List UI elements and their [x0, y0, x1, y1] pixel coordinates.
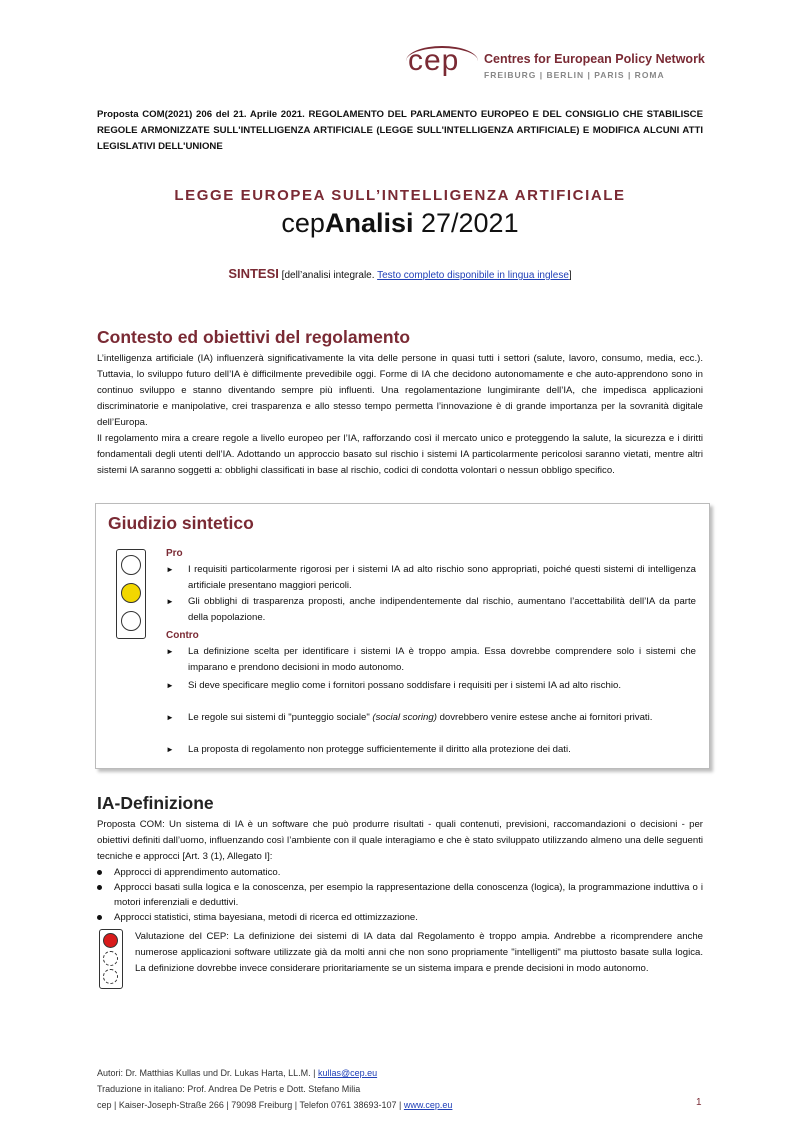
judgment-heading: Giudizio sintetico	[108, 513, 254, 533]
contro-item: ► La definizione scelta per identificare i sistemi IA è troppo ampia. Essa dovrebbe comprendere solo i sistemi che imparano e prendono decisioni in modo autonomo.	[166, 646, 696, 673]
light-bottom	[121, 611, 141, 631]
cep-logo	[408, 44, 748, 88]
contro-item: ► Si deve specificare meglio come i fornitori possano soddisfare i requisiti per i sistemi IA ad alto rischio.	[166, 678, 696, 694]
contro-label: Contro	[166, 630, 199, 641]
footer-translation: Traduzione in italiano: Prof. Andrea De Petris e Dott. Stefano Milia	[97, 1084, 361, 1094]
full-text-link[interactable]: Testo completo disponibile in lingua inglese	[377, 270, 569, 281]
footer	[97, 1065, 703, 1113]
definition-heading: IA-Definizione	[97, 793, 214, 813]
bullet-icon	[97, 885, 102, 890]
pro-item: ► I requisiti particolarmente rigorosi per i sistemi IA ad alto rischio sono appropriati, poiché questi sistemi di intelligenza artificiale presentano maggiori pericoli.	[166, 564, 696, 591]
sintesi-line	[0, 266, 800, 281]
cep-evaluation: Valutazione del CEP: La definizione dei sistemi di IA data dal Regolamento è troppo ampia. Andrebbe a ricomprendere anche numerose applicazioni software utilizzate già da molti anni che non sono propriamente "intelligenti" ma piuttosto basate sulla logica. La definizione dovrebbe invece considerare prioritariamente se un sistema impara e prende decisioni in modo autonomo.	[135, 931, 703, 974]
bullet-icon	[97, 870, 102, 875]
traffic-light-yellow-icon	[116, 549, 146, 639]
subtitle-number: 27/2021	[413, 208, 519, 238]
arrow-icon: ►	[166, 681, 174, 690]
pro-label: Pro	[166, 548, 183, 559]
judgment-box	[95, 503, 710, 769]
light-middle-on	[121, 583, 141, 603]
list-item: Approcci statistici, stima bayesiana, metodi di ricerca ed ottimizzazione.	[97, 910, 703, 925]
light-bottom	[103, 969, 118, 984]
arrow-icon: ►	[166, 565, 174, 574]
logo-name: Centres for European Policy Network	[484, 52, 705, 66]
traffic-light-red-icon	[99, 929, 123, 989]
document-title: LEGGE EUROPEA SULL’INTELLIGENZA ARTIFICIALE	[174, 187, 626, 204]
bullet-icon	[97, 915, 102, 920]
footer-address: cep | Kaiser-Joseph-Straße 266 | 79098 Freiburg | Telefon 0761 38693-107 | www.cep.eu	[97, 1100, 453, 1110]
arrow-icon: ►	[166, 713, 174, 722]
arrow-icon: ►	[166, 647, 174, 656]
contro-item: ► Le regole sui sistemi di "punteggio sociale" (social scoring) dovrebbero venire estese anche ai fornitori privati.	[166, 710, 696, 726]
logo-cities: FREIBURG | BERLIN | PARIS | ROMA	[484, 70, 665, 80]
subtitle-prefix: cep	[281, 208, 325, 238]
context-paragraph-1: L’intelligenza artificiale (IA) influenzerà significativamente la vita delle persone in quasi tutti i settori (salute, lavoro, consumo, media, ecc.). Tuttavia, lo sviluppo futuro dell’IA è difficilmente prevedibile oggi. Forme di IA che decidono autonomamente e che auto-apprendono sono in continuo sviluppo e stanno diventando sempre più influenti. Una regolamentazione lungimirante dell’IA, che impedisca applicazioni discriminatorie e manipolative, crei trasparenza e allo stesso tempo permetta l’innovazione è di grande importanza per la sovranità digitale dell’Europa.	[97, 353, 703, 428]
logo-mark: cep	[408, 44, 460, 77]
definition-list	[97, 865, 703, 925]
contro-item: ► La proposta di regolamento non protegge sufficientemente il diritto alla protezione dei dati.	[166, 742, 696, 758]
subtitle-bold: Analisi	[324, 208, 414, 238]
list-item: Approcci di apprendimento automatico.	[97, 865, 703, 880]
arrow-icon: ►	[166, 597, 174, 606]
footer-authors: Autori: Dr. Matthias Kullas und Dr. Lukas Harta, LL.M. | kullas@cep.eu	[97, 1068, 378, 1078]
page-number: 1	[696, 1097, 702, 1108]
pro-item: ► Gli obblighi di trasparenza proposti, anche indipendentemente dal rischio, aumentano l’accettabilità dell’IA da parte della popolazione.	[166, 596, 696, 623]
list-item: Approcci basati sulla logica e la conoscenza, per esempio la rappresentazione della conoscenza (logica), la programmazione induttiva o i motori inferenziali e deduttivi.	[97, 880, 703, 910]
author-email-link[interactable]: kullas@cep.eu	[317, 1068, 378, 1078]
context-heading: Contesto ed obiettivi del regolamento	[97, 327, 411, 347]
light-middle	[103, 951, 118, 966]
arrow-icon: ►	[166, 745, 174, 754]
light-top	[121, 555, 141, 575]
light-top-on	[103, 933, 118, 948]
proposal-reference: Proposta COM(2021) 206 del 21. Aprile 2021. REGOLAMENTO DEL PARLAMENTO EUROPEO E DEL CONSIGLIO CHE STABILISCE REGOLE ARMONIZZATE SULL'INTELLIGENZA ARTIFICIALE (LEGGE SULL'INTELLIGENZA ARTIFICIALE) E MODIFICA ALCUNI ATTI LEGISLATIVI DELL'UNIONE	[97, 109, 703, 152]
sintesi-close: ]	[568, 270, 572, 281]
website-link[interactable]: www.cep.eu	[403, 1100, 453, 1110]
document-subtitle	[0, 208, 800, 239]
definition-intro: Proposta COM: Un sistema di IA è un software che può produrre risultati - quali contenuti, previsioni, raccomandazioni o decisioni - per obiettivi definiti dall’uomo, influenzando così l’ambiente con il quale interagiamo e che è stato sviluppato utilizzando almeno una delle seguenti tecniche e approcci [Art. 3 (1), Allegato I]:	[97, 819, 703, 862]
context-paragraph-2: Il regolamento mira a creare regole a livello europeo per l’IA, rafforzando così il mercato unico e proteggendo la salute, la sicurezza e i diritti fondamentali degli utenti dell’IA. Adottando un approccio basato sul rischio i sistemi IA particolarmente pericolosi saranno vietati, mentre altri sistemi IA saranno soggetti a: obblighi classificati in base al rischio, codici di condotta volontari o nessun obbligo specifico.	[97, 433, 703, 476]
sintesi-word: SINTESI	[228, 266, 279, 281]
sintesi-text: [dell’analisi integrale.	[278, 270, 378, 281]
